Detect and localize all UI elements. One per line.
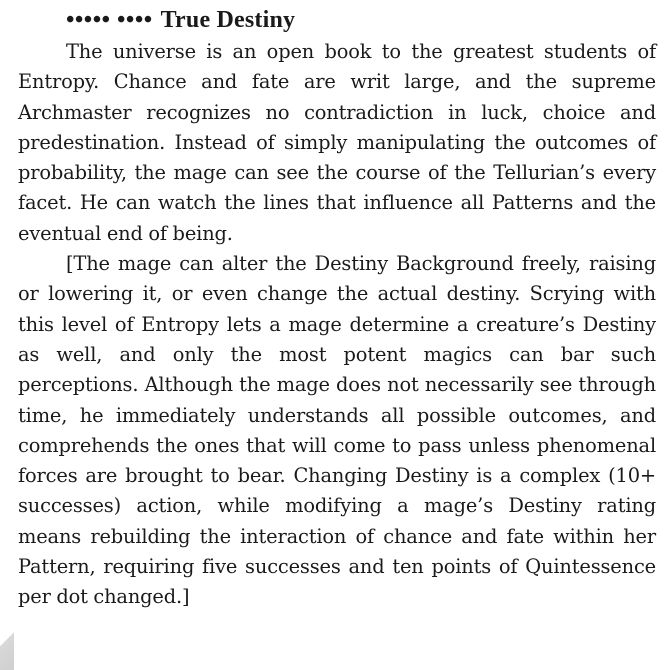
paragraph-description: The universe is an open book to the greatest students of Entropy. Chance and fate are writ large, and the supreme Archmaster recognizes no contradiction in luck, choice and predestination. Instead of simply manipulating the outcomes of probability, the mage can see the course of the Tellurian’s every facet. He can watch the lines that influence all Patterns and the eventual end of being. <box>18 40 656 245</box>
section-heading <box>18 4 656 37</box>
document-page <box>18 4 656 613</box>
paragraph-rules: [The mage can alter the Destiny Background freely, raising or lowering it, or even change the actual destiny. Scrying with this level of Entropy lets a mage determine a creature’s Destiny as well, and only the most potent magics can bar such perceptions. Although the mage does not necessarily see through time, he immediately understands all possible outcomes, and comprehends the ones that will come to pass unless phenomenal forces are brought to bear. Changing Destiny is a complex (10+ successes) action, while modifying a mage’s Destiny rating means rebuilding the interaction of chance and fate within her Pattern, requiring five successes and ten points of Quintessence per dot changed.] <box>18 252 656 609</box>
rating-dots: ••••• •••• <box>66 7 153 33</box>
page-corner-shadow <box>0 610 14 670</box>
section-title: True Destiny <box>160 7 296 33</box>
